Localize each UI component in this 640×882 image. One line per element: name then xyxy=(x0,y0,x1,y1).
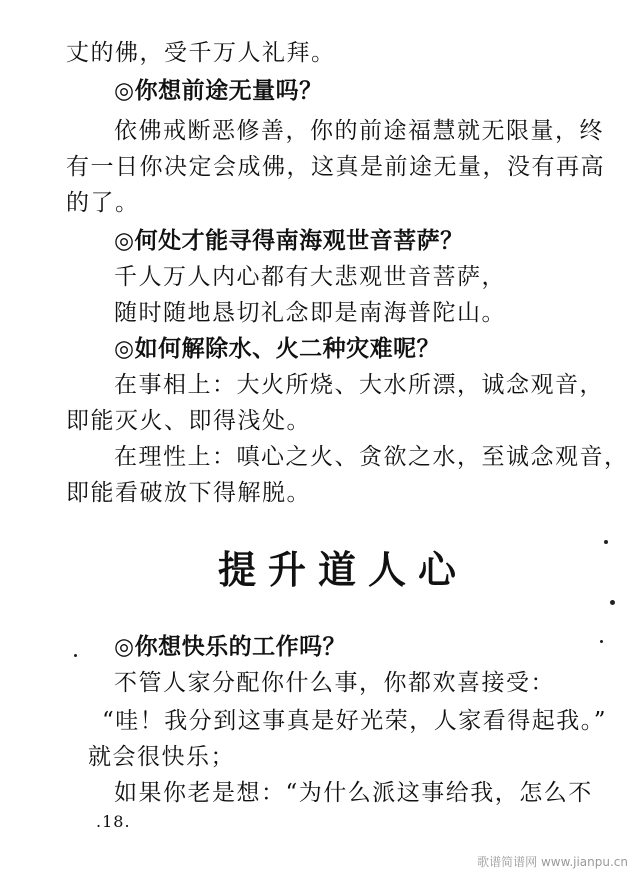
scan-speck xyxy=(600,640,603,643)
question-heading: ◎你想快乐的工作吗？ xyxy=(114,634,347,660)
body-line: 随时随地恳切礼念即是南海普陀山。 xyxy=(114,300,506,326)
body-line: 丈的佛，受千万人礼拜。 xyxy=(66,40,336,66)
body-line: 如果你老是想：“为什么派这事给我，怎么不 xyxy=(114,780,593,806)
question-heading: ◎如何解除水、火二种灾难呢？ xyxy=(114,336,441,362)
body-line: “哇！我分到这事真是好光荣，人家看得起我。” xyxy=(102,708,608,734)
body-line: 即能灭火、即得浅处。 xyxy=(66,408,311,434)
body-line: 在事相上：大火所烧、大水所漂，诚念观音， xyxy=(114,372,604,398)
scan-speck xyxy=(604,540,608,544)
question-heading: ◎何处才能寻得南海观世音菩萨？ xyxy=(114,228,464,254)
body-line: 有一日你决定会成佛，这真是前途无量，没有再高 xyxy=(66,154,605,180)
watermark: 歌谱简谱网 www.jianpu.cn xyxy=(477,855,628,869)
body-line: 不管人家分配你什么事，你都欢喜接受： xyxy=(114,670,555,696)
question-heading: ◎你想前途无量吗？ xyxy=(114,78,323,104)
scan-speck xyxy=(610,600,615,605)
body-line: 在理性上：嗔心之火、贪欲之水，至诚念观音， xyxy=(114,444,629,470)
body-line: 依佛戒断恶修善，你的前途福慧就无限量，终 xyxy=(114,118,604,144)
scan-speck xyxy=(74,654,77,657)
body-line: 千人万人内心都有大悲观世音菩萨， xyxy=(114,264,506,290)
body-line: 就会很快乐； xyxy=(88,744,235,770)
body-line: 即能看破放下得解脱。 xyxy=(66,480,311,506)
body-line: 的了。 xyxy=(66,190,140,216)
section-title: 提升道人心 xyxy=(218,548,469,592)
page-number: .18. xyxy=(96,812,131,831)
